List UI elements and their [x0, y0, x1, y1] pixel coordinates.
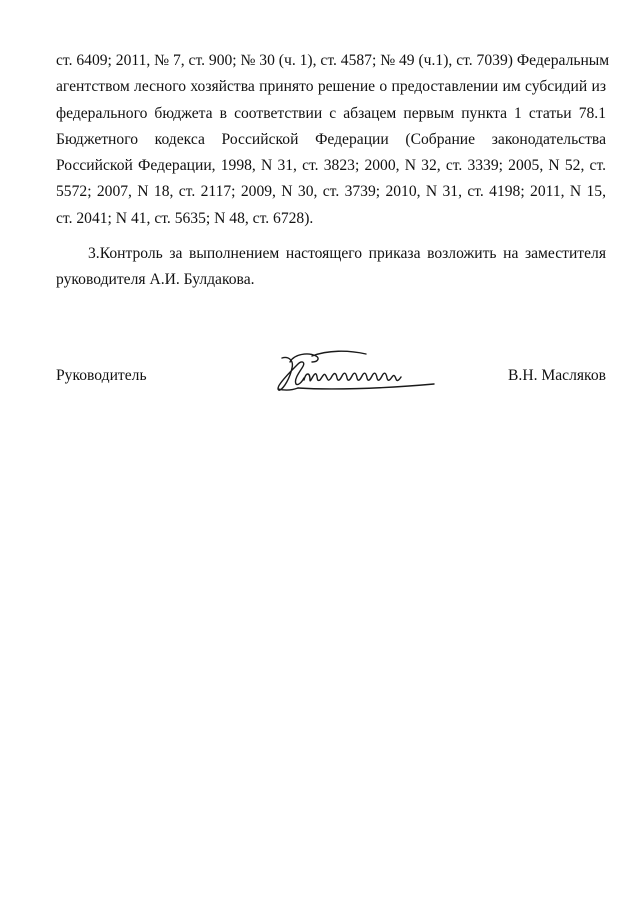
paragraph-1-line: ст. 6409; 2011, № 7, ст. 900; № 30 (ч. 1), ст. 4587; № 49 (ч.1), ст. 7039) Федеральным — [56, 52, 610, 69]
paragraph-1-line: федерального бюджета в соответствии с абзацем первым пункта 1 статьи 78.1 — [56, 104, 606, 122]
paragraph-1 — [56, 48, 610, 232]
paragraph-spacer — [56, 232, 606, 241]
document-body — [56, 48, 610, 294]
signatory-name: В.Н. Масляков — [508, 367, 606, 384]
paragraph-2-line: руководителя А.И. Булдакова. — [56, 271, 255, 289]
paragraph-1-line: агентством лесного хозяйства принято решение о предоставлении им субсидий из — [56, 78, 606, 96]
paragraph-1-line: ст. 2041; N 41, ст. 5635; N 48, ст. 6728). — [56, 209, 314, 227]
paragraph-1-line: Российской Федерации, 1998, N 31, ст. 3823; 2000, N 32, ст. 3339; 2005, N 52, ст. — [56, 157, 606, 175]
paragraph-2-line: 3.Контроль за выполнением настоящего приказа возложить на заместителя — [88, 245, 606, 263]
paragraph-1-line: 5572; 2007, N 18, ст. 2117; 2009, N 30, ст. 3739; 2010, N 31, ст. 4198; 2011, N 15, — [56, 183, 606, 201]
handwritten-signature — [268, 350, 444, 400]
paragraph-2 — [56, 241, 606, 294]
signature-block — [56, 362, 606, 402]
paragraph-1-line: Бюджетного кодекса Российской Федерации (Собрание законодательства — [56, 130, 606, 148]
signatory-title: Руководитель — [56, 367, 147, 384]
